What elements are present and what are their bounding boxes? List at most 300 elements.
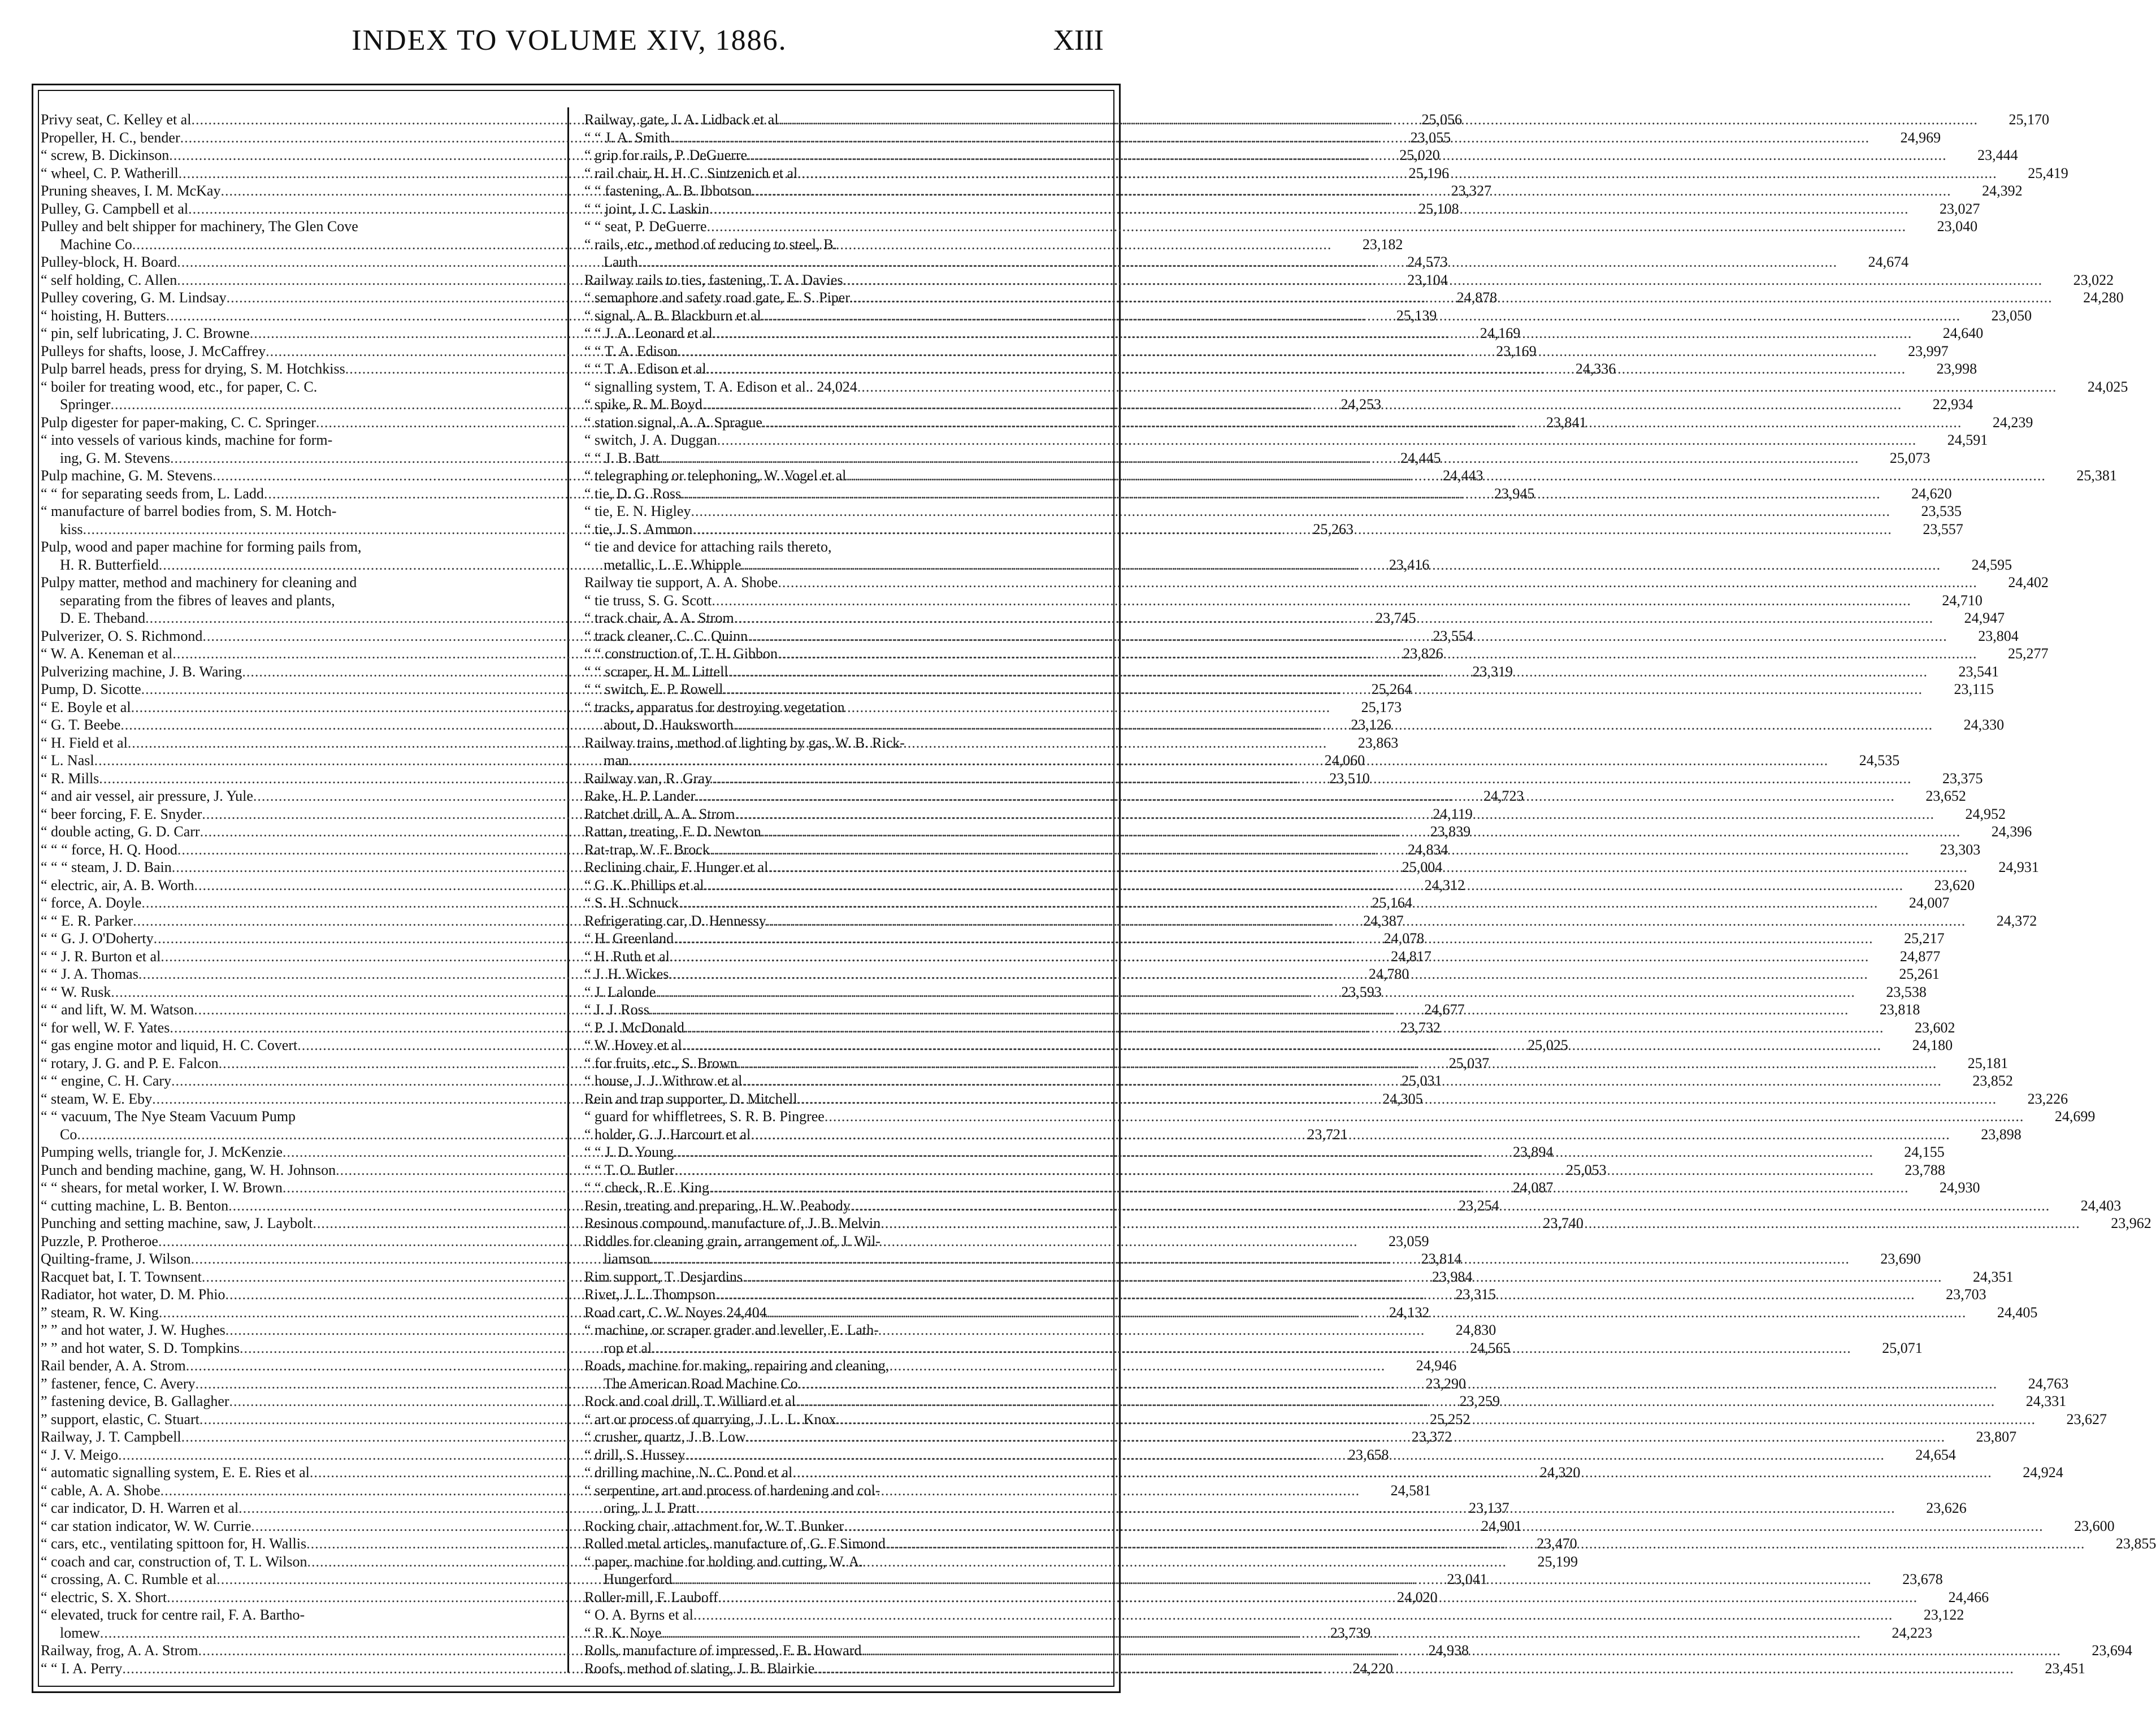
dot-leader	[778, 645, 1977, 663]
entry-text: “ H. Ruth et al	[584, 948, 670, 965]
entry-text: Pump, D. Sicotte	[41, 681, 141, 697]
entry-text: “ machine, or scraper grader and leveller, E. Lath-	[584, 1322, 879, 1338]
patent-number: 24,780	[1368, 966, 1409, 982]
dot-leader	[742, 1072, 1942, 1090]
patent-number: 24,763	[2028, 1375, 2069, 1392]
dot-leader	[629, 752, 1829, 770]
dot-leader	[853, 289, 2053, 307]
entry-text: “ guard for whiffletrees, S. R. B. Pingree	[584, 1108, 825, 1125]
patent-number: 24,402	[2008, 574, 2049, 591]
index-entry	[584, 1606, 1964, 1624]
patent-number: 23,303	[1940, 841, 1981, 858]
patent-number: 24,169	[1480, 325, 1521, 341]
dot-leader	[886, 1535, 2085, 1553]
patent-number: 23,541	[1958, 663, 1999, 680]
entry-text: “ gas engine motor and liquid, H. C. Covert	[41, 1037, 298, 1053]
patent-number: 23,451	[2045, 1660, 2085, 1677]
entry-text: “ switch, J. A. Duggan	[584, 432, 717, 448]
dot-leader	[797, 1090, 1997, 1108]
entry-text: “ self holding, C. Allen	[41, 271, 177, 288]
patent-number: 24,591	[1947, 432, 1988, 448]
dot-leader	[825, 1108, 2024, 1126]
entry-text: “ “ J. R. Burton et al	[41, 948, 161, 965]
dot-leader	[738, 1054, 1937, 1073]
entry-text: Propeller, H. C., bender	[41, 129, 180, 146]
patent-number: 23,104	[1407, 271, 1448, 288]
patent-number: 24,025	[2087, 378, 2128, 395]
entry-text: “ manufacture of barrel bodies from, S. M. Hotch-	[41, 503, 337, 519]
patent-number: 24,405	[1997, 1304, 2038, 1321]
patent-number: 24,535	[1859, 752, 1900, 769]
entry-text: lomew	[60, 1624, 100, 1641]
entry-text: Refrigerating car, D. Hennessy	[584, 912, 766, 929]
page-header	[0, 24, 1139, 69]
entry-text: “ W. A. Keneman et al	[41, 645, 173, 662]
patent-number: 24,581	[1390, 1482, 1431, 1499]
entry-text: “ steam, W. E. Eby	[41, 1090, 153, 1107]
entry-text: “ “ J. B. Batt	[584, 449, 660, 466]
entry-text: man	[604, 752, 629, 769]
patent-number: 23,535	[1921, 503, 1962, 519]
patent-number: 24,947	[1964, 610, 2005, 626]
entry-text: ” support, elastic, C. Stuart	[41, 1410, 199, 1427]
entry-text: “ rail chair, H. H. C. Sintzenich et al	[584, 164, 798, 181]
dot-leader	[685, 1446, 1885, 1464]
patent-number: 24,952	[1965, 805, 2006, 822]
patent-number: 24,901	[1481, 1517, 1522, 1534]
patent-number: 25,263	[1313, 520, 1354, 537]
index-entry	[584, 574, 2049, 592]
entry-text: “ “ engine, C. H. Cary	[41, 1073, 172, 1089]
entry-text: “ house, J. J. Withrow et al	[584, 1073, 743, 1089]
dot-leader	[710, 841, 1910, 859]
dot-leader	[792, 1464, 1992, 1482]
patent-number: 24,573	[1407, 254, 1448, 270]
patent-number: 24,674	[1868, 254, 1909, 270]
patent-number: 23,554	[1433, 627, 1473, 644]
patent-number: 23,818	[1879, 1001, 1920, 1018]
patent-number: 23,690	[1880, 1251, 1921, 1267]
entry-text: “ “ J. A. Smith	[584, 129, 670, 146]
entry-text: “ car station indicator, W. W. Currie	[41, 1517, 251, 1534]
patent-number: 25,071	[1882, 1339, 1923, 1356]
patent-number: 24,372	[1996, 912, 2037, 929]
entry-text: “ for well, W. F. Yates	[41, 1019, 170, 1036]
patent-number: 25,419	[2028, 164, 2068, 181]
entry-text: Roofs, method of slating, J. B. Blairkie	[584, 1660, 815, 1677]
patent-number: 24,877	[1899, 948, 1941, 965]
entry-text: ” ” and hot water, S. D. Tompkins	[41, 1339, 240, 1356]
patent-number: 23,375	[1942, 770, 1983, 787]
patent-number: 23,538	[1886, 983, 1927, 1000]
dot-leader	[767, 1304, 1967, 1322]
dot-leader	[709, 200, 1909, 218]
entry-text: “ semaphore and safety road gate, E. S. Piper.	[584, 289, 853, 306]
entry-text: “ tracks, apparatus for destroying vegetation	[584, 698, 845, 715]
patent-number: 24,155	[1904, 1144, 1945, 1160]
entry-text: H. R. Butterfield	[60, 556, 159, 573]
dot-leader	[728, 663, 1928, 681]
patent-number: 23,962	[2111, 1215, 2151, 1231]
dot-leader	[695, 787, 1895, 805]
entry-text: “ G. T. Beebe	[41, 717, 121, 733]
patent-number: 23,894	[1512, 1144, 1554, 1160]
patent-number: 24,396	[1991, 823, 2032, 840]
patent-number: 23,182	[1362, 236, 1403, 253]
patent-number: 23,626	[1926, 1500, 1967, 1516]
entry-text: Roller-mill, F. Lauboff	[584, 1589, 718, 1605]
entry-text: “ station signal, A. A. Sprague	[584, 414, 762, 431]
entry-text: “ spike, R. M. Boyd	[584, 396, 702, 413]
dot-leader	[752, 182, 1951, 200]
patent-number: 25,170	[2008, 111, 2049, 128]
dot-leader	[693, 1606, 1893, 1624]
entry-text: “ “ I. A. Perry	[41, 1660, 123, 1677]
entry-text: Punch and bending machine, gang, W. H. Johnson	[41, 1161, 336, 1178]
patent-number: 24,834	[1407, 841, 1448, 858]
entry-text: Lauth	[604, 254, 638, 270]
entry-text: “ drill, S. Hussey	[584, 1446, 686, 1463]
patent-number: 24,320	[1539, 1464, 1581, 1481]
entry-text: Rolled metal articles, manufacture of, G. F Simond	[584, 1535, 886, 1552]
entry-text: Rivet, J. L. Thompson	[584, 1286, 716, 1303]
patent-number: 23,226	[2027, 1090, 2068, 1107]
patent-number: 23,620	[1934, 876, 1975, 893]
patent-number: 23,319	[1472, 663, 1513, 680]
entry-text: “ electric, air, A. B. Worth	[41, 876, 194, 893]
entry-text: “ G. K. Phillips et al	[584, 876, 704, 893]
patent-number: 24,969	[1900, 129, 1941, 146]
patent-number: 24,223	[1892, 1624, 1932, 1641]
patent-number: 24,078	[1383, 930, 1425, 947]
dot-leader	[768, 858, 1968, 876]
patent-number: 25,199	[1537, 1553, 1578, 1570]
entry-text: Pulp digester for paper-making, C. C. Springer	[41, 414, 316, 431]
patent-number: 23,059	[1388, 1232, 1429, 1249]
entry-text: Rocking chair, attachment for, W. T. Bunker	[584, 1517, 844, 1534]
entry-text: “ track cleaner, C. C. Quinn	[584, 627, 748, 644]
entry-text: “ coach and car, construction of, T. L. Wilson	[41, 1553, 307, 1570]
dot-leader	[661, 1624, 1861, 1642]
dot-leader	[778, 574, 1977, 592]
entry-text: “ “ J. A. Leonard et al	[584, 325, 713, 341]
index-entry	[584, 431, 1988, 449]
dot-leader	[691, 502, 1890, 520]
patent-number: 24,640	[1942, 325, 1984, 341]
patent-number: 25,053	[1566, 1161, 1607, 1178]
dot-leader	[814, 1660, 2014, 1678]
patent-number: 23,745	[1376, 610, 1416, 626]
entry-text: separating from the fibres of leaves and plants,	[60, 592, 335, 609]
dot-leader	[679, 894, 1879, 912]
patent-number: 24,336	[1575, 361, 1616, 377]
entry-text: “ drilling machine, N. C. Pond et al	[584, 1464, 793, 1481]
entry-text: “ beer forcing, F. E. Snyder	[41, 805, 202, 822]
patent-number: 24,930	[1939, 1179, 1980, 1196]
entry-text: Railway trains, method of lighting by gas, W. B. Rick-	[584, 734, 905, 751]
entry-text: Railway, gate, J. A. Lidback et al	[584, 111, 779, 128]
index-entry	[584, 378, 2128, 396]
entry-text: “ J. J. Ross	[584, 1001, 649, 1018]
entry-text: “ electric, S. X. Short	[41, 1589, 167, 1605]
patent-number: 24,020	[1397, 1589, 1438, 1605]
dot-leader	[717, 431, 1917, 449]
entry-text: “ track chair, A. A. Strom	[584, 610, 734, 626]
dot-leader	[743, 1268, 1942, 1286]
entry-text: Pulp machine, G. M. Stevens	[41, 467, 213, 484]
index-entry	[584, 218, 1978, 236]
patent-number: 24,119	[1433, 805, 1473, 822]
entry-text: “ “ construction of, T. H. Gibbon	[584, 645, 778, 662]
entry-text: rop et al	[604, 1339, 652, 1356]
entry-text: Pulverizing machine, J. B. Waring	[41, 663, 242, 680]
dot-leader	[702, 396, 1902, 414]
entry-text: “ pin, self lubricating, J. C. Browne	[41, 325, 250, 341]
entry-text: “ “ G. J. O'Doherty	[41, 930, 154, 947]
patent-number: 25,264	[1371, 681, 1412, 697]
dot-leader	[715, 1286, 1915, 1304]
patent-number: 24,007	[1908, 895, 1950, 911]
entry-text: “ O. A. Byrns et al	[584, 1607, 693, 1623]
patent-number: 24,946	[1416, 1357, 1457, 1374]
dot-leader	[670, 948, 1869, 966]
patent-number: 23,022	[2073, 271, 2114, 288]
dot-leader	[649, 1001, 1849, 1019]
entry-text: Pulp, wood and paper machine for forming pails from,	[41, 539, 362, 555]
dot-leader	[670, 129, 1870, 147]
entry-text: “ “ shears, for metal worker, I. W. Brown	[41, 1179, 283, 1196]
patent-number: 23,055	[1410, 129, 1451, 146]
patent-number: 23,040	[1937, 218, 1978, 235]
dot-leader	[861, 1642, 2061, 1660]
entry-text: Machine Co	[60, 236, 132, 253]
entry-text: “ P. J. McDonald	[584, 1019, 684, 1036]
entry-text: “ “ E. R. Parker	[41, 912, 133, 929]
patent-number: 23,658	[1348, 1446, 1389, 1463]
patent-number: 24,595	[1971, 556, 2012, 573]
entry-text: oring, J. J. Pratt	[604, 1500, 696, 1516]
patent-number: 24,403	[2080, 1197, 2122, 1214]
entry-text: Rock and coal drill, T. Williard et al	[584, 1393, 796, 1409]
entry-text: Riddles for cleaning grain, arrangement of, J. Wil-	[584, 1232, 881, 1249]
dot-leader	[746, 1428, 1946, 1446]
patent-number: 24,445	[1400, 449, 1441, 466]
patent-number: 23,652	[1925, 788, 1966, 804]
entry-text: “ “ J. D. Young	[584, 1144, 674, 1160]
entry-text: “ boiler for treating wood, etc., for paper, C. C.	[41, 378, 318, 395]
entry-text: “ W. Hovey et al	[584, 1037, 682, 1053]
entry-text: Railway rails to ties, fastening, T. A. Davies	[584, 271, 843, 288]
entry-text: “ rails, etc., method of reducing to steel, B.	[584, 236, 837, 253]
patent-number: 23,839	[1430, 823, 1471, 840]
patent-number: 23,137	[1469, 1500, 1509, 1516]
entry-text: kiss	[60, 520, 83, 537]
entry-text: “ for fruits, etc., S. Brown	[584, 1054, 738, 1071]
dot-leader	[751, 1126, 1950, 1144]
entry-text: Railway, frog, A. A. Strom	[41, 1642, 198, 1659]
patent-number: 24,132	[1389, 1304, 1430, 1321]
entry-text: “ “ T. O. Butler	[584, 1161, 675, 1178]
entry-text: Pruning sheaves, I. M. McKay	[41, 183, 221, 199]
entry-text: “ automatic signalling system, E. E. Ries et al	[41, 1464, 310, 1481]
entry-text: Rolls, manufacture of impressed, F. B. Howard	[584, 1642, 862, 1659]
entry-text: about, D. Hauksworth	[604, 717, 734, 733]
entry-text: “ wheel, C. P. Watherill	[41, 164, 179, 181]
entry-text: Pulverizer, O. S. Richmond	[41, 627, 203, 644]
dot-leader	[713, 324, 1912, 342]
patent-number: 23,372	[1411, 1429, 1452, 1445]
dot-leader	[707, 218, 1907, 236]
patent-number: 23,169	[1496, 342, 1537, 359]
patent-number: 23,998	[1936, 361, 1977, 377]
patent-number: 23,027	[1939, 200, 1980, 217]
patent-number: 23,259	[1459, 1393, 1500, 1409]
entry-text: Pulp barrel heads, press for drying, S. M. Hotchkiss	[41, 361, 345, 377]
entry-text: Road cart, C. W. Noyes 24,404	[584, 1304, 767, 1321]
entry-text: Railway, J. T. Campbell	[41, 1429, 181, 1445]
patent-number: 23,721	[1307, 1126, 1348, 1143]
patent-number: 24,180	[1912, 1037, 1953, 1053]
entry-text: Quilting-frame, J. Wilson	[41, 1251, 191, 1267]
entry-text: “ crossing, A. C. Rumble et al	[41, 1571, 217, 1587]
entry-text: “ elevated, truck for centre rail, F. A. Bartho-	[41, 1607, 305, 1623]
patent-number: 23,627	[2066, 1410, 2107, 1427]
dot-leader	[709, 1179, 1909, 1197]
patent-number: 23,254	[1459, 1197, 1499, 1214]
entry-text: “ J. Lalonde	[584, 983, 656, 1000]
patent-number: 23,788	[1905, 1161, 1945, 1178]
patent-number: 24,253	[1341, 396, 1382, 413]
entry-text: Pulleys for shafts, loose, J. McCaffrey	[41, 342, 266, 359]
entry-text: Pulley-block, H. Board	[41, 254, 177, 270]
entry-text: ” steam, R. W. King	[41, 1304, 159, 1321]
patent-number: 23,126	[1351, 717, 1391, 733]
entry-text: “ “ “ steam, J. D. Bain	[41, 859, 172, 875]
entry-text: “ “ for separating seeds from, L. Ladd	[41, 485, 264, 502]
entry-text: “ tie and device for attaching rails thereto,	[584, 539, 832, 555]
dot-leader	[851, 1197, 2050, 1215]
entry-text: “ hoisting, H. Butters	[41, 307, 166, 324]
dot-leader	[706, 360, 1906, 378]
entry-text: “ “ T. A. Edison	[584, 342, 678, 359]
entry-text: ” fastener, fence, C. Avery	[41, 1375, 196, 1392]
entry-text: “ tie, E. N. Higley	[584, 503, 691, 519]
dot-leader	[704, 876, 1904, 895]
patent-number: 24,677	[1424, 1001, 1465, 1018]
entry-text: “ “ J. A. Thomas	[41, 966, 138, 982]
patent-number: 23,814	[1421, 1251, 1462, 1267]
entry-text: “ grip for rails, P. DeGuerre	[584, 147, 748, 163]
entry-text: “ J. H. Wickes	[584, 966, 669, 982]
patent-number: 23,416	[1389, 556, 1430, 573]
dot-leader	[734, 609, 1934, 627]
patent-number: 25,073	[1889, 449, 1931, 466]
entry-text: “ double acting, G. D. Carr	[41, 823, 200, 840]
patent-number: 25,277	[2008, 645, 2049, 662]
patent-number: 23,678	[1902, 1571, 1943, 1587]
entry-text: “ signalling system, T. A. Edison et al.. 24,024	[584, 378, 857, 395]
patent-number: 25,108	[1418, 200, 1459, 217]
entry-text: “ cable, A. A. Shobe	[41, 1482, 160, 1499]
patent-number: 23,997	[1908, 342, 1949, 359]
dot-leader	[681, 485, 1881, 503]
patent-number: 23,694	[2092, 1642, 2132, 1659]
entry-text: Pulley and belt shipper for machinery, The Glen Cove	[41, 218, 358, 235]
dot-leader	[650, 1250, 1850, 1268]
entry-text: “ and air vessel, air pressure, J. Yule	[41, 788, 253, 804]
patent-number: 24,220	[1352, 1660, 1393, 1677]
dot-leader	[880, 1214, 2080, 1232]
entry-text: “ R. K. Noye	[584, 1624, 662, 1641]
entry-text: “ serpentine, art and process of hardening and col-	[584, 1482, 880, 1499]
entry-text: Springer	[60, 396, 111, 413]
index-entry	[584, 502, 1962, 520]
entry-text: “ holder, G. J. Harcourt et al	[584, 1126, 751, 1143]
entry-text: Rein and trap supporter, D. Mitchell	[584, 1090, 797, 1107]
entry-text: “ signal, A. B. Blackburn et al	[584, 307, 761, 324]
patent-number: 23,984	[1431, 1268, 1473, 1285]
patent-number: 23,593	[1341, 983, 1382, 1000]
entry-text: Rat-trap, W. F. Brock	[584, 841, 710, 858]
index-entry	[584, 1108, 2096, 1126]
entry-text: Radiator, hot water, D. M. Phio	[41, 1286, 225, 1303]
entry-text: “ telegraphing or telephoning, W. Vogel et al	[584, 467, 847, 484]
patent-number: 24,087	[1512, 1179, 1554, 1196]
entry-text: “ cutting machine, L. B. Benton	[41, 1197, 229, 1214]
entry-text: “ “ joint, J. C. Laskin	[584, 200, 709, 217]
patent-number: 23,863	[1357, 734, 1399, 751]
entry-text: Reclining chair, F. Hunger et al	[584, 859, 769, 875]
patent-number: 24,565	[1469, 1339, 1511, 1356]
entry-text: The American Road Machine Co	[604, 1375, 798, 1392]
patent-number: 24,351	[1972, 1268, 2014, 1285]
patent-number: 24,330	[1963, 717, 2005, 733]
dot-leader	[674, 1161, 1874, 1179]
patent-number: 24,312	[1424, 876, 1465, 893]
entry-text: “ E. Boyle et al	[41, 698, 131, 715]
patent-number: 23,602	[1914, 1019, 1955, 1036]
entry-text: Rim support, T. Desjardins	[584, 1268, 743, 1285]
dot-leader	[718, 1589, 1918, 1607]
entry-text: “ screw, B. Dickinson	[41, 147, 170, 163]
patent-number: 25,164	[1372, 895, 1412, 911]
entry-text: “ force, A. Doyle	[41, 895, 142, 911]
entry-text: “ H. Field et al	[41, 734, 128, 751]
patent-number: 23,898	[1981, 1126, 2021, 1143]
patent-number: 25,381	[2076, 467, 2117, 484]
patent-number: 23,290	[1425, 1375, 1467, 1392]
patent-number: 23,740	[1543, 1215, 1584, 1231]
patent-number: 25,031	[1402, 1073, 1442, 1089]
patent-number: 24,924	[2023, 1464, 2063, 1481]
patent-number: 23,703	[1946, 1286, 1986, 1303]
entry-text: “ tie truss, S. G. Scott	[584, 592, 712, 609]
entry-text: “ H. Greenland	[584, 930, 674, 947]
patent-number: 24,280	[2083, 289, 2124, 306]
dot-leader	[796, 1392, 1996, 1410]
entry-text: “ paper, machine for holding and cutting, W. A.	[584, 1553, 863, 1570]
entry-text: “ “ and lift, W. M. Watson	[41, 1001, 194, 1018]
entry-text: “ “ fastening, A. B. Ibbotson	[584, 183, 752, 199]
entry-text: “ cars, etc., ventilating spittoon for, H. Wallis	[41, 1535, 307, 1552]
entry-text: “ “ scraper, H. M. Littell	[584, 663, 728, 680]
patent-number: 23,315	[1455, 1286, 1496, 1303]
patent-number: 23,732	[1400, 1019, 1441, 1036]
entry-text: “ S. H. Schnuck	[584, 895, 679, 911]
dot-leader	[684, 1019, 1884, 1037]
dot-leader	[674, 930, 1873, 948]
entry-text: “ art or process of quarrying, J. L. L. Knox	[584, 1410, 836, 1427]
